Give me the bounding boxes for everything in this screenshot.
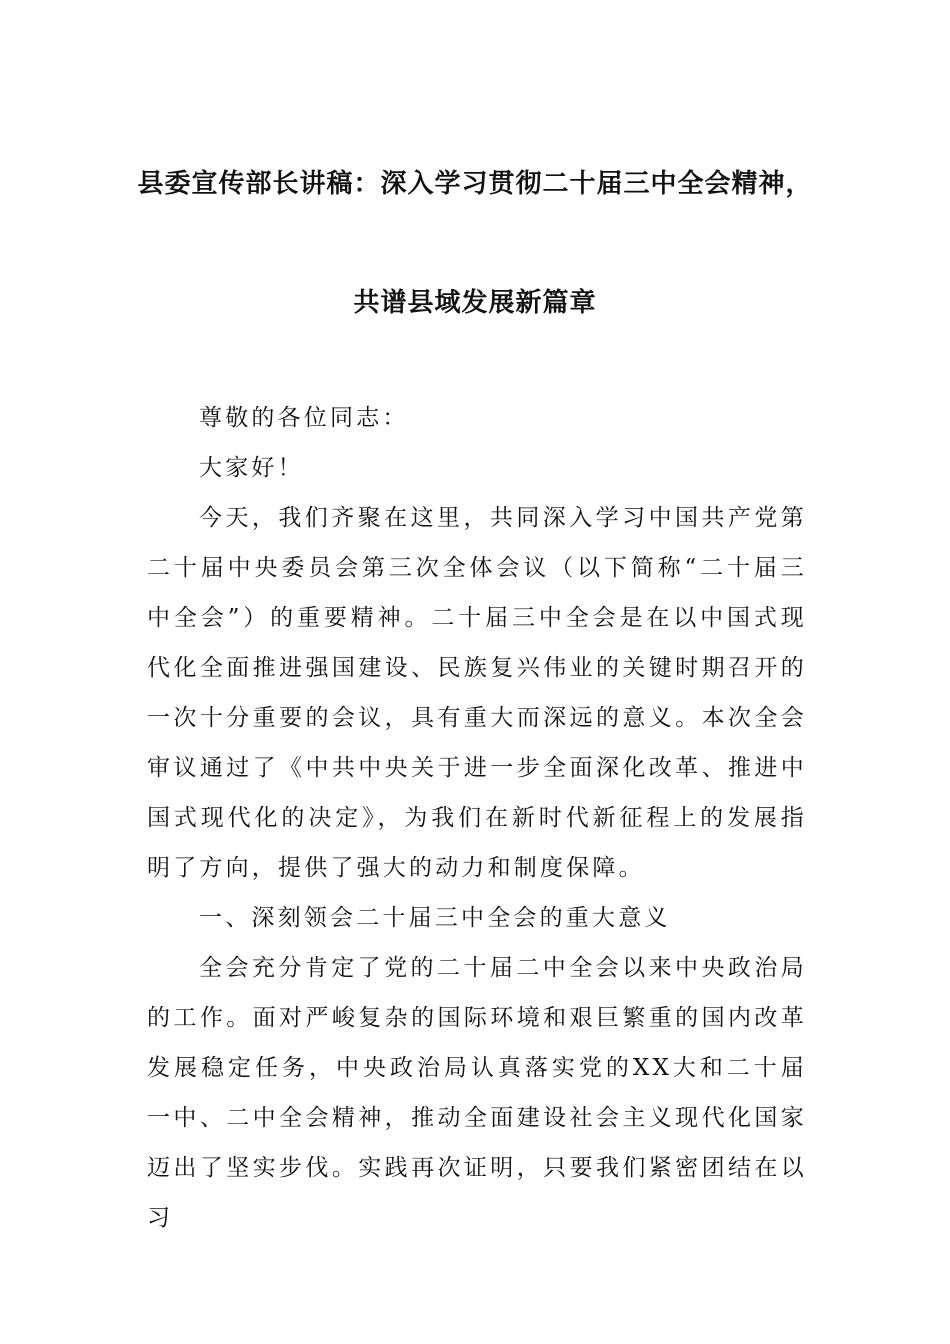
paragraph-intro: 今天，我们齐聚在这里，共同深入学习中国共产党第二十届中央委员会第三次全体会议（以下简称“二十届三中全会”）的重要精神。二十届三中全会是在以中国式现代化全面推进强国建设、民族复兴伟业的关键时期召开的一次十分重要的会议，具有重大而深远的意义。本次全会审议通过了《中共中央关于进一步全面深化改革、推进中国式现代化的决定》，为我们在新时代新征程上的发展指明了方向，提供了强大的动力和制度保障。: [147, 505, 807, 881]
salutation: 尊敬的各位同志：: [199, 405, 409, 431]
paragraph-section-1: 全会充分肯定了党的二十届二中全会以来中央政治局的工作。面对严峻复杂的国际环境和艰巨繁重的国内改革发展稳定任务，中央政治局认真落实党的XX大和二十届一中、二中全会精神，推动全面建设社会主义现代化国家迈出了坚实步伐。实践再次证明，只要我们紧密团结在以习: [147, 955, 807, 1231]
document-title-line-2: 共谱县域发展新篇章: [353, 288, 597, 318]
section-heading-1: 一、深刻领会二十届三中全会的重大意义: [199, 905, 671, 931]
document-body: [147, 393, 807, 1243]
document-title-line-1: 县委宣传部长讲稿：深入学习贯彻二十届三中全会精神，: [137, 169, 813, 199]
greeting: 大家好！: [199, 455, 304, 481]
